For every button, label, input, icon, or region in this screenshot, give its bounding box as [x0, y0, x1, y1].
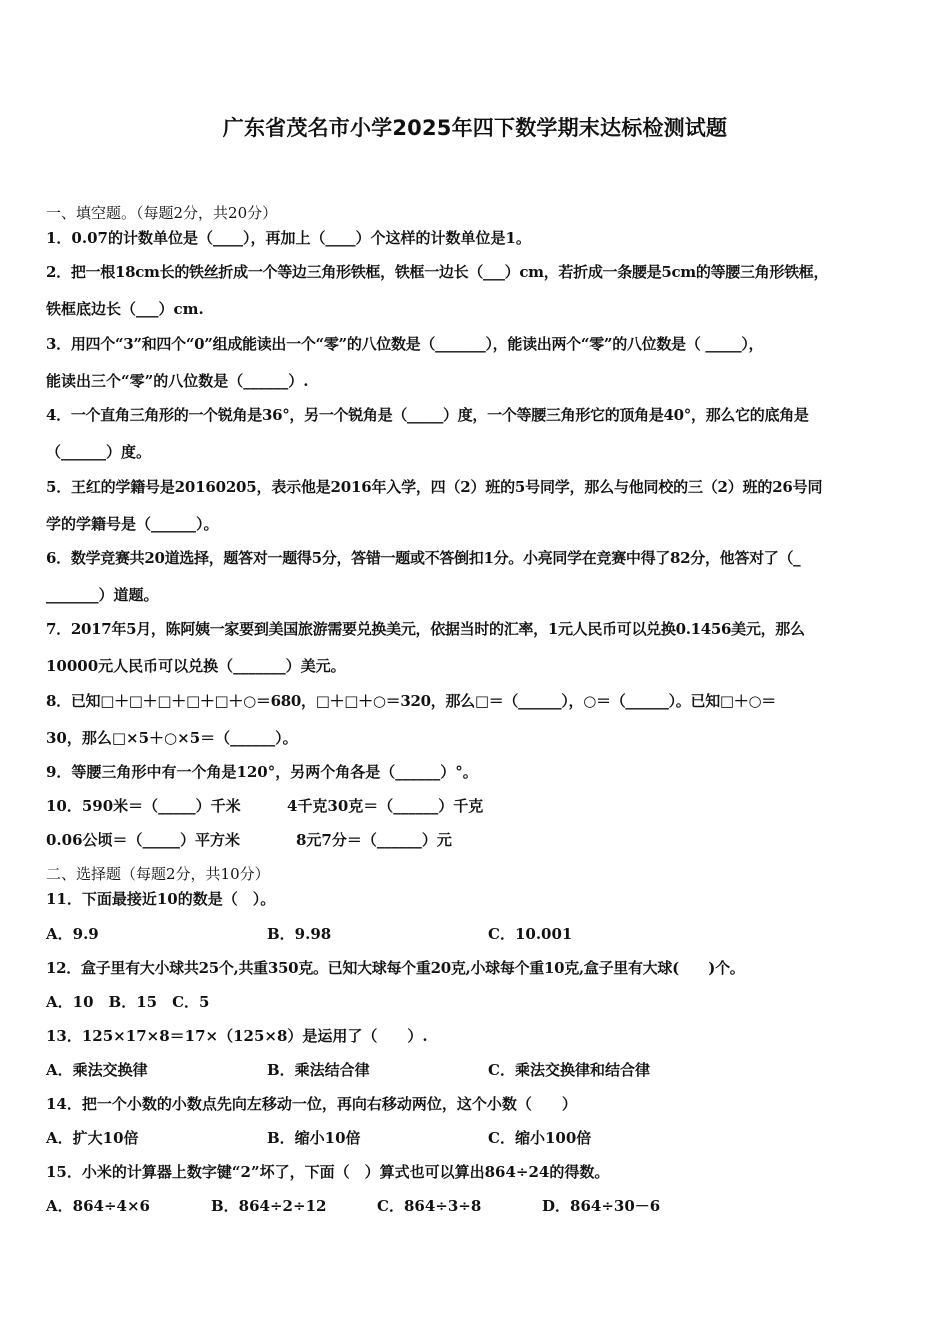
- question-14-option-b: B．缩小10倍: [267, 1129, 361, 1147]
- question-14-option-c: C．缩小100倍: [488, 1129, 592, 1147]
- question-15-option-c: C．864÷3÷8: [377, 1197, 482, 1215]
- question-2-line-1: 2．把一根18cm长的铁丝折成一个等边三角形铁框，铁框一边长（___）cm，若折成一条腰是5cm的等腰三角形铁框，: [46, 263, 829, 281]
- question-3-line-2: 能读出三个“零”的八位数是（______）.: [46, 372, 309, 390]
- page-title: 广东省茂名市小学2025年四下数学期末达标检测试题: [222, 116, 728, 140]
- question-12: 12．盒子里有大小球共25个,共重350克。已知大球每个重20克,小球每个重10克,盒子里有大球( )个。: [46, 959, 745, 977]
- question-11: 11．下面最接近10的数是（ ）。: [46, 890, 276, 908]
- question-2-line-2: 铁框底边长（___）cm.: [46, 300, 204, 318]
- question-5-line-1: 5．王红的学籍号是20160205，表示他是2016年入学，四（2）班的5号同学，那么与他同校的三（2）班的26号同: [46, 478, 823, 496]
- question-13-option-c: C．乘法交换律和结合律: [488, 1061, 650, 1079]
- question-10-part-c: 0.06公顷＝（_____）平方米: [46, 831, 241, 849]
- question-15: 15．小米的计算器上数字键“2”坏了，下面（ ）算式也可以算出864÷24的得数。: [46, 1163, 610, 1181]
- question-4-line-2: （______）度。: [46, 443, 152, 461]
- question-4-line-1: 4．一个直角三角形的一个锐角是36°，另一个锐角是（_____）度，一个等腰三角形它的顶角是40°，那么它的底角是: [46, 406, 809, 424]
- question-11-option-a: A．9.9: [46, 925, 99, 943]
- question-1: 1．0.07的计数单位是（____），再加上（____）个这样的计数单位是1。: [46, 229, 531, 247]
- question-3-line-1: 3．用四个“3”和四个“0”组成能读出一个“零”的八位数是（_______），能读出两个“零”的八位数是（ _____），: [46, 335, 764, 353]
- question-7-line-1: 7．2017年5月，陈阿姨一家要到美国旅游需要兑换美元，依据当时的汇率，1元人民币可以兑换0.1456美元，那么: [46, 620, 805, 638]
- question-8-line-2: 30，那么□×5＋○×5＝（______）。: [46, 729, 298, 747]
- question-13-option-b: B．乘法结合律: [267, 1061, 370, 1079]
- question-13-option-a: A．乘法交换律: [46, 1061, 148, 1079]
- question-14: 14．把一个小数的小数点先向左移动一位，再向右移动两位，这个小数（ ）: [46, 1095, 577, 1113]
- question-9: 9．等腰三角形中有一个角是120°，另两个角各是（______）°。: [46, 763, 478, 781]
- section-choice-heading: 二、选择题（每题2分，共10分）: [46, 865, 270, 883]
- question-10-part-d: 8元7分＝（______）元: [296, 831, 452, 849]
- question-6-line-2: _______）道题。: [46, 586, 159, 604]
- question-13: 13．125×17×8＝17×（125×8）是运用了（ ）.: [46, 1027, 428, 1045]
- question-10-part-a: 10．590米＝（_____）千米: [46, 797, 241, 815]
- question-11-option-b: B．9.98: [267, 925, 332, 943]
- question-15-option-b: B．864÷2÷12: [211, 1197, 327, 1215]
- question-11-option-c: C．10.001: [488, 925, 573, 943]
- question-10-part-b: 4千克30克＝（______）千克: [287, 797, 484, 815]
- question-6-line-1: 6．数学竞赛共20道选择，题答对一题得5分，答错一题或不答倒扣1分。小亮同学在竞赛中得了82分，他答对了（_: [46, 549, 801, 567]
- question-14-option-a: A．扩大10倍: [46, 1129, 139, 1147]
- question-15-option-d: D．864÷30－6: [542, 1197, 661, 1215]
- question-15-option-a: A．864÷4×6: [46, 1197, 150, 1215]
- question-7-line-2: 10000元人民币可以兑换（_______）美元。: [46, 657, 346, 675]
- section-fill-blank-heading: 一、填空题。（每题2分，共20分）: [46, 204, 278, 222]
- question-5-line-2: 学的学籍号是（______）。: [46, 515, 219, 533]
- question-8-line-1: 8．已知□＋□＋□＋□＋□＋○＝680，□＋□＋○＝320，那么□＝（______），○＝（______）。已知□＋○＝: [46, 692, 776, 710]
- question-12-options: A．10 B．15 C．5: [46, 993, 210, 1011]
